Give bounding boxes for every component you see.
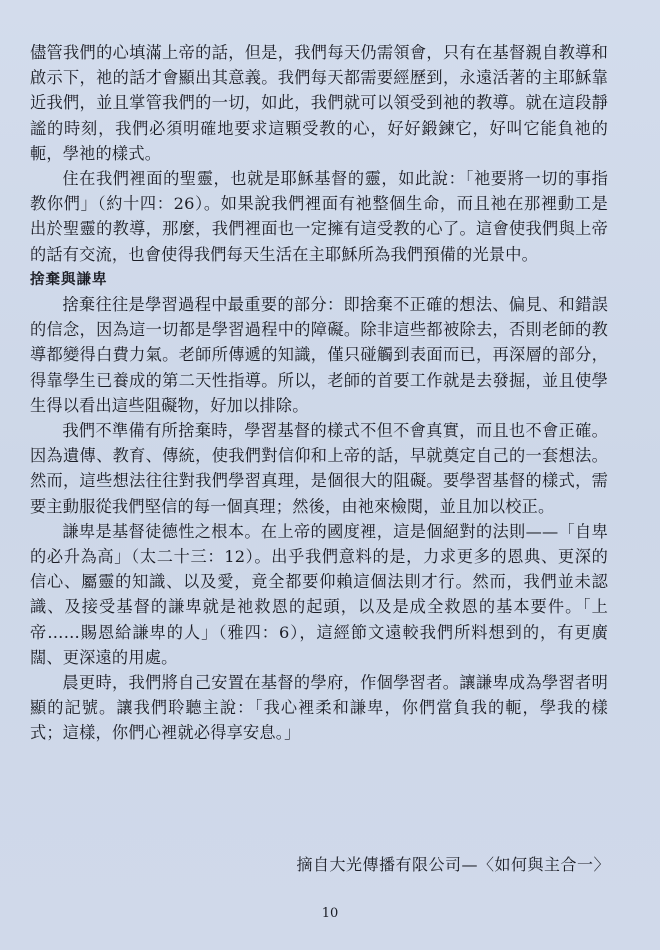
- source-citation: 摘自大光傳播有限公司—〈如何與主合一〉: [296, 855, 610, 874]
- paragraph-2: 住在我們裡面的聖靈，也就是耶穌基督的靈，如此說：「祂要將一切的事指教你們」（約十四：26）。如果說我們裡面有祂整個生命，而且祂在那裡動工是出於聖靈的教導，那麼，我們裡面也一定擁有這受教的心了。這會使我們與上帝的話有交流，也會使得我們每天生活在主耶穌所為我們預備的光景中。: [30, 169, 608, 264]
- paragraph-6: 晨更時，我們將自己安置在基督的學府，作個學習者。讓謙卑成為學習者明顯的記號。讓我們聆聽主說：「我心裡柔和謙卑，你們當負我的軛，學我的樣式；這樣，你們心裡就必得享安息。」: [30, 673, 608, 743]
- paragraph-1: 儘管我們的心填滿上帝的話，但是，我們每天仍需領會，只有在基督親自教導和啟示下，祂的話才會顯出其意義。我們每天都需要經歷到，永遠活著的主耶穌靠近我們，並且掌管我們的一切，如此，我們就可以領受到祂的教導。就在這段靜謐的時刻，我們必須明確地要求這顆受教的心，好好鍛鍊它，好叫它能負祂的軛，學祂的樣式。: [30, 43, 608, 163]
- paragraph-5: 謙卑是基督徒德性之根本。在上帝的國度裡，這是個絕對的法則——「自卑的必升為高」（太二十三：12）。出乎我們意料的是，力求更多的恩典、更深的信心、屬靈的知識、以及愛，竟全都要仰賴這個法則才行。然而，我們並未認識、及接受基督的謙卑就是祂救恩的起頭，以及是成全救恩的基本要件。「上帝……賜恩給謙卑的人」（雅四：6），這經節文遠較我們所料想到的，有更廣闊、更深遠的用處。: [30, 521, 608, 667]
- page-number: 10: [321, 906, 339, 921]
- paragraph-3: 捨棄往往是學習過程中最重要的部分：即捨棄不正確的想法、偏見、和錯誤的信念，因為這一切都是學習過程中的障礙。除非這些都被除去，否則老師的教導都變得白費力氣。老師所傳遞的知識，僅只碰觸到表面而已，再深層的部分，得靠學生已養成的第二天性指導。所以，老師的首要工作就是去發掘，並且使學生得以看出這些阻礙物，好加以排除。: [30, 295, 608, 415]
- body-text: [30, 40, 608, 746]
- paragraph-4: 我們不準備有所捨棄時，學習基督的樣式不但不會真實，而且也不會正確。因為遺傳、教育、傳統，使我們對信仰和上帝的話，早就奠定自己的一套想法。然而，這些想法往往對我們學習真理，是個很大的阻礙。要學習基督的樣式，需要主動服從我們堅信的每一個真理；然後，由祂來檢閱，並且加以校正。: [30, 421, 608, 516]
- section-heading: 捨棄與謙卑: [30, 270, 108, 288]
